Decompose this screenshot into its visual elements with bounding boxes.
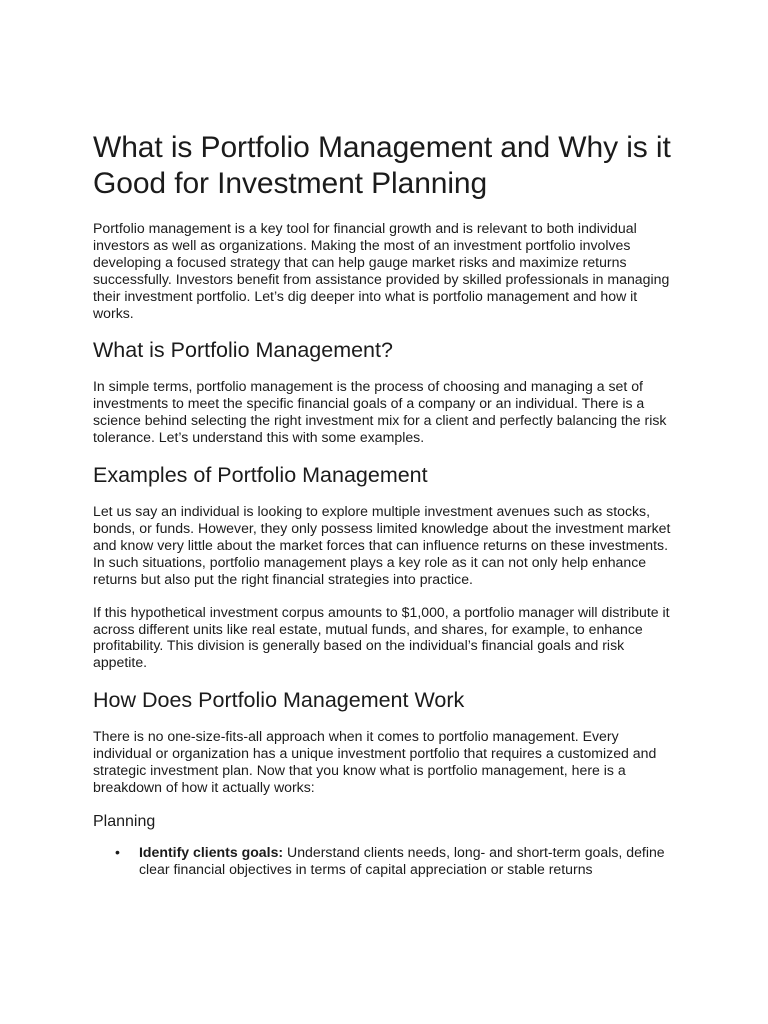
planning-list	[93, 844, 681, 878]
section-paragraph: In simple terms, portfolio management is the process of choosing and managing a set of investments to meet the specific financial goals of a company or an individual. There is a science behind selecting the right investment mix for a client and perfectly balancing the risk tolerance. Let’s understand this with some examples.	[93, 378, 667, 446]
list-item-term: Identify clients goals:	[139, 843, 284, 860]
intro-paragraph: Portfolio management is a key tool for financial growth and is relevant to both individual investors as well as organizations. Making the most of an investment portfolio involves developing a focused strategy that can help gauge market risks and maximize returns successfully. Investors benefit from assistance provided by skilled professionals in managing their investment portfolio. Let’s dig deeper into what is portfolio management and how it works.	[93, 220, 670, 321]
document-title: What is Portfolio Management and Why is it Good for Investment Planning	[93, 131, 671, 200]
section-paragraph: If this hypothetical investment corpus amounts to $1,000, a portfolio manager will distribute it across different units like real estate, mutual funds, and shares, for example, to enhance profitability. This division is generally based on the individual’s financial goals and risk appetite.	[93, 603, 670, 671]
section-heading-examples: Examples of Portfolio Management	[93, 463, 428, 488]
section-heading-how-it-works: How Does Portfolio Management Work	[93, 688, 465, 713]
list-item-text: Understand clients needs, long- and short-term goals, define clear financial objectives in terms of capital appreciation or stable returns	[139, 843, 665, 877]
section-heading-what-is: What is Portfolio Management?	[93, 338, 393, 363]
subsection-heading-planning: Planning	[93, 812, 156, 830]
bullet-icon: •	[115, 843, 120, 860]
section-paragraph: There is no one-size-fits-all approach when it comes to portfolio management. Every individual or organization has a unique investment portfolio that requires a customized and strategic investment plan. Now that you know what is portfolio management, here is a breakdown of how it actually works:	[93, 728, 657, 795]
list-item	[93, 844, 681, 878]
document-page	[93, 130, 681, 878]
section-paragraph: Let us say an individual is looking to explore multiple investment avenues such as stocks, bonds, or funds. However, they only possess limited knowledge about the investment market and know very little about the market forces that can influence returns on these investments. In such situations, portfolio management plays a key role as it can not only help enhance returns but also put the right financial strategies into practice.	[93, 503, 671, 587]
